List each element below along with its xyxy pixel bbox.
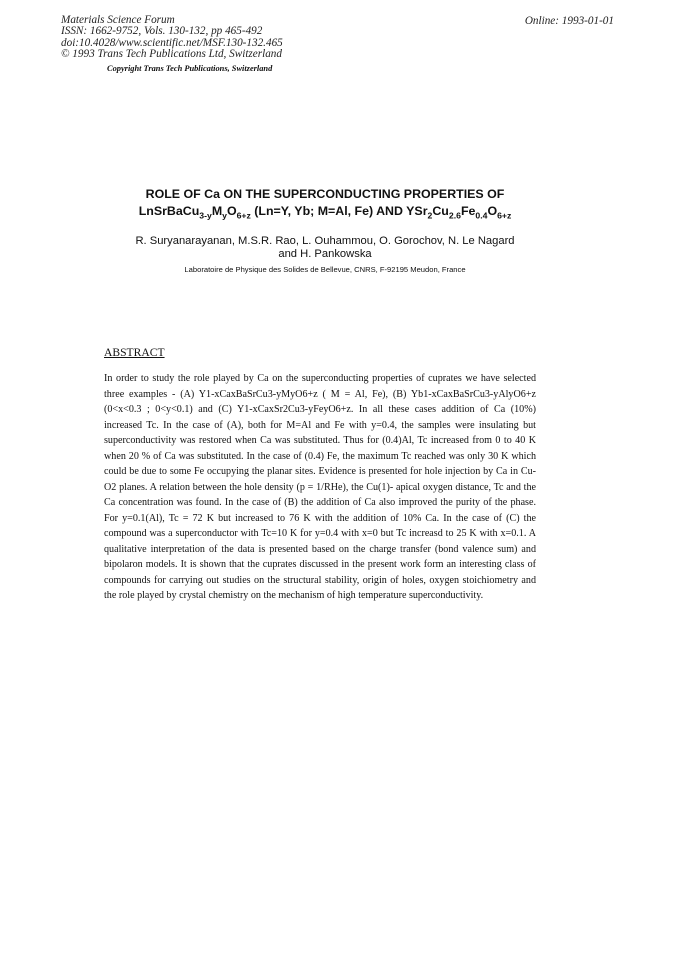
title-part: Fe (460, 204, 476, 218)
title-sub: y (222, 210, 227, 221)
title-sub: 2 (427, 210, 433, 221)
online-date: Online: 1993-01-01 (524, 15, 614, 27)
issn-line: ISSN: 1662-9752, Vols. 130-132, pp 465-492 (61, 25, 263, 38)
title-sub: 6+z (497, 210, 512, 221)
authors-line1: R. Suryanarayanan, M.S.R. Rao, L. Ouhammou, O. Gorochov, N. Le Nagard (135, 235, 515, 247)
copyright-line: © 1993 Trans Tech Publications Ltd, Switzerland (61, 48, 282, 61)
doi-line[interactable]: doi:10.4028/www.scientific.net/MSF.130-132.465 (61, 36, 283, 49)
publisher-copyright: Copyright Trans Tech Publications, Switzerland (107, 64, 273, 73)
authors-line2: and H. Pankowska (278, 248, 372, 260)
title-part: Cu (432, 204, 449, 218)
title-sub: 6+z (236, 210, 251, 221)
title-part: O (226, 204, 237, 218)
title-part: LnSrBaCu (138, 204, 200, 218)
title-part: M (211, 204, 223, 218)
abstract-body: In order to study the role played by Ca on the superconducting properties of cuprates we have selected three examples - (A) Y1-xCaxBaSrCu3-yMyO6+z ( M = Al, Fe), (B) Yb1-xCaxBaSrCu3-yAlyO6+z (0<x<0.3 ; 0<y<0.1) and (C) Y1-xCaxSr2Cu3-yFeyO6+z. In all these cases addition of Ca (10%) increased Tc. In the case of (A), both for M=Al and Fe with y=0.4, the samples were insulating but superconductivity was restored when Ca was substituted. Thus for (0.4)Al, Tc increased from 0 to 40 K when 20 % of Ca was substituted. In the case of (0.4) Fe, the maximum Tc reached was only 30 K which could be due to some Fe occupying the planar sites. Evidence is presented for hole injection by Ca in Cu-O2 planes. A relation between the hole density (p = 1/RHe), the Cu(1)- apical oxygen distance, Tc and the Ca concentration was found. In the case of (B) the addition of Ca also improved the purity of the phase. For y=0.1(Al), Tc = 72 K but increased to 76 K with the addition of 10% Ca. In the case of (C) the compound was a superconductor with Tc=10 K for y=0.4 with x=0 but Tc increasd to 25 K with x=0.1. A qualitative interpretation of the data is presented based on the charge transfer (bond valence sum) and bipolaron models. It is shown that the cuprates discussed in the present work form an interesting class of compounds for carrying out studies on the structural stability, origin of holes, oxygen stoichiometry and the role played by crystal chemistry on the mechanism of high temperature superconductivity. (104, 373, 536, 601)
journal-meta (61, 15, 283, 61)
title-sub: 3-y (199, 210, 212, 221)
affiliation: Laboratoire de Physique des Solides de Bellevue, CNRS, F-92195 Meudon, France (184, 265, 466, 274)
title-part: (Ln=Y, Yb; M=Al, Fe) AND YSr (250, 204, 428, 218)
title-sub: 2.6 (448, 210, 461, 221)
abstract-heading: ABSTRACT (104, 346, 165, 359)
journal-name: Materials Science Forum (61, 14, 175, 26)
title-part: O (487, 204, 498, 218)
title-sub: 0.4 (475, 210, 488, 221)
paper-title-line1: ROLE OF Ca ON THE SUPERCONDUCTING PROPERTIES OF (145, 187, 505, 201)
paper-title-line2 (70, 203, 580, 220)
